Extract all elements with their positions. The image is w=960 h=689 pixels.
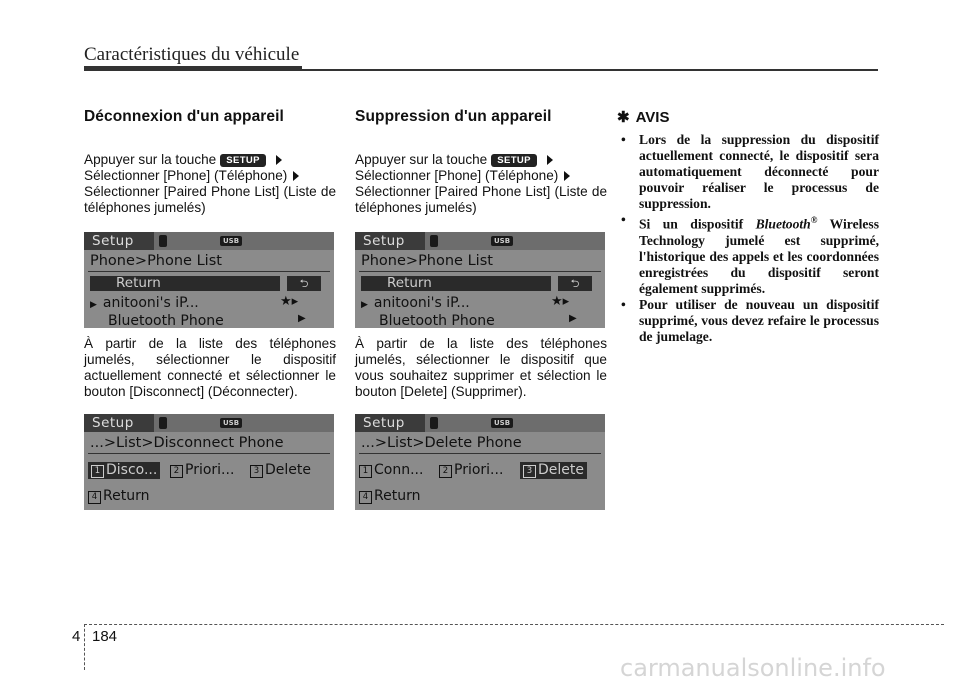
screen-disconnect-phone — [84, 414, 334, 510]
screen-setup-label: Setup — [355, 414, 425, 432]
registered-mark: ® — [810, 215, 818, 225]
option-return[interactable] — [88, 488, 149, 504]
footer-rule — [84, 624, 944, 625]
arrow-right-icon — [276, 155, 282, 165]
footer-vertical-rule — [84, 624, 85, 670]
chevron-right-icon: ▶ — [569, 313, 577, 324]
option-disconnect[interactable] — [88, 462, 160, 479]
body-disconnect: À partir de la liste des téléphones jumelés, sélectionner le dispositif actuellement connecté et sélectionner le bouton [Disconnect] (Déconnecter). — [84, 336, 336, 399]
section-heading-disconnect: Déconnexion d'un appareil — [84, 108, 284, 125]
select-phone-text: Sélectionner [Phone] (Téléphone) — [355, 168, 559, 183]
avis-item-2-pre: Si un dispositif — [639, 216, 744, 232]
avis-heading — [617, 108, 879, 126]
screen-setup-label: Setup — [84, 232, 154, 250]
number-2-icon: 2 — [439, 465, 452, 478]
return-row[interactable]: Return — [90, 276, 280, 291]
phone-list-item-1[interactable] — [90, 295, 199, 311]
usb-icon: USB — [491, 236, 513, 246]
option-label: Return — [374, 488, 421, 504]
column-disconnect — [84, 108, 336, 518]
arrow-right-icon — [293, 171, 299, 181]
header-rule — [84, 69, 878, 71]
body-delete: À partir de la liste des téléphones jumelés, sélectionner le dispositif que vous souhaitez supprimer et sélection le bouton [Delete] (Supprimer). — [355, 336, 607, 399]
page-header-title: Caractéristiques du véhicule — [84, 44, 300, 65]
number-1-icon: 1 — [359, 465, 372, 478]
asterisk-icon: ✱ — [617, 109, 630, 126]
screen-setup-label: Setup — [84, 414, 154, 432]
option-label: Priori... — [185, 462, 235, 478]
phone-name-1: anitooni's iP... — [102, 295, 199, 311]
avis-title-text: AVIS — [635, 108, 670, 126]
chevron-right-icon: ▶ — [298, 313, 306, 324]
avis-item-2-post: Wireless Technology jumelé est supprimé, l'historique des appels et les coordonnées enregistrées du dispositif seront également supprimés. — [639, 216, 879, 296]
number-3-icon: 3 — [523, 465, 536, 478]
avis-item-2 — [617, 212, 879, 297]
screen-divider — [359, 271, 601, 272]
intro-text: Appuyer sur la touche — [84, 152, 217, 167]
page-number: 184 — [92, 628, 118, 645]
star-connected-icon: ★▸ — [280, 294, 299, 309]
column-avis — [617, 108, 879, 345]
setup-key-badge: SETUP — [491, 154, 537, 167]
avis-item-1: • Lors de la suppression du dispositif actuellement connecté, le dispositif sera automatiquement déconnecté pour pouvoir réaliser le processus de suppression. — [617, 132, 879, 212]
number-4-icon: 4 — [359, 491, 372, 504]
select-paired-list-text: Sélectionner [Paired Phone List] (Liste de téléphones jumelés) — [84, 184, 336, 215]
section-heading-delete: Suppression d'un appareil — [355, 108, 552, 125]
bluetooth-icon — [159, 417, 167, 429]
instructions-delete — [355, 152, 607, 216]
intro-text: Appuyer sur la touche — [355, 152, 488, 167]
avis-item-3: • Pour utiliser de nouveau un dispositif supprimé, vous devez refaire le processus de jumelage. — [617, 297, 879, 345]
number-4-icon: 4 — [88, 491, 101, 504]
instructions-disconnect — [84, 152, 336, 216]
option-label: Conn... — [374, 462, 424, 478]
bluetooth-brand: Bluetooth — [755, 216, 811, 232]
screen-phone-list — [84, 232, 334, 328]
arrow-right-icon — [547, 155, 553, 165]
phone-list-item-2[interactable]: Bluetooth Phone — [379, 313, 495, 328]
phone-list-item-1[interactable] — [361, 295, 470, 311]
number-1-icon: 1 — [91, 465, 104, 478]
screen-setup-label: Setup — [355, 232, 425, 250]
option-delete[interactable] — [250, 462, 311, 479]
bluetooth-icon — [159, 235, 167, 247]
option-priority[interactable] — [439, 462, 503, 479]
option-label: Return — [103, 488, 150, 504]
column-delete — [355, 108, 607, 518]
setup-key-badge: SETUP — [220, 154, 266, 167]
select-paired-list-text: Sélectionner [Paired Phone List] (Liste de téléphones jumelés) — [355, 184, 607, 215]
select-phone-text: Sélectionner [Phone] (Téléphone) — [84, 168, 288, 183]
option-label: Disco... — [106, 462, 158, 478]
phone-name-1: anitooni's iP... — [373, 295, 470, 311]
return-back-icon[interactable]: ⮌ — [287, 276, 321, 291]
screen-path-title: ...>List>Delete Phone — [361, 435, 522, 451]
return-row[interactable]: Return — [361, 276, 551, 291]
play-arrow-icon: ▶ — [361, 300, 368, 310]
usb-icon: USB — [220, 418, 242, 428]
star-connected-icon: ★▸ — [551, 294, 570, 309]
play-arrow-icon: ▶ — [90, 300, 97, 310]
watermark: carmanualsonline.info — [620, 654, 886, 682]
bluetooth-icon — [430, 235, 438, 247]
screen-path-title: Phone>Phone List — [361, 253, 493, 269]
usb-icon: USB — [491, 418, 513, 428]
screen-divider — [88, 453, 330, 454]
phone-list-item-2[interactable]: Bluetooth Phone — [108, 313, 224, 328]
option-priority[interactable] — [170, 462, 234, 479]
return-back-icon[interactable]: ⮌ — [558, 276, 592, 291]
screen-delete-phone — [355, 414, 605, 510]
screen-divider — [88, 271, 330, 272]
option-connect[interactable] — [359, 462, 423, 479]
option-delete[interactable] — [520, 462, 587, 479]
screen-divider — [359, 453, 601, 454]
arrow-right-icon — [564, 171, 570, 181]
number-2-icon: 2 — [170, 465, 183, 478]
option-return[interactable] — [359, 488, 420, 504]
avis-list — [617, 132, 879, 345]
option-label: Delete — [538, 462, 584, 478]
option-label: Priori... — [454, 462, 504, 478]
bluetooth-icon — [430, 417, 438, 429]
number-3-icon: 3 — [250, 465, 263, 478]
chapter-number: 4 — [72, 628, 81, 645]
screen-path-title: Phone>Phone List — [90, 253, 222, 269]
option-label: Delete — [265, 462, 311, 478]
usb-icon: USB — [220, 236, 242, 246]
screen-phone-list — [355, 232, 605, 328]
screen-path-title: ...>List>Disconnect Phone — [90, 435, 284, 451]
